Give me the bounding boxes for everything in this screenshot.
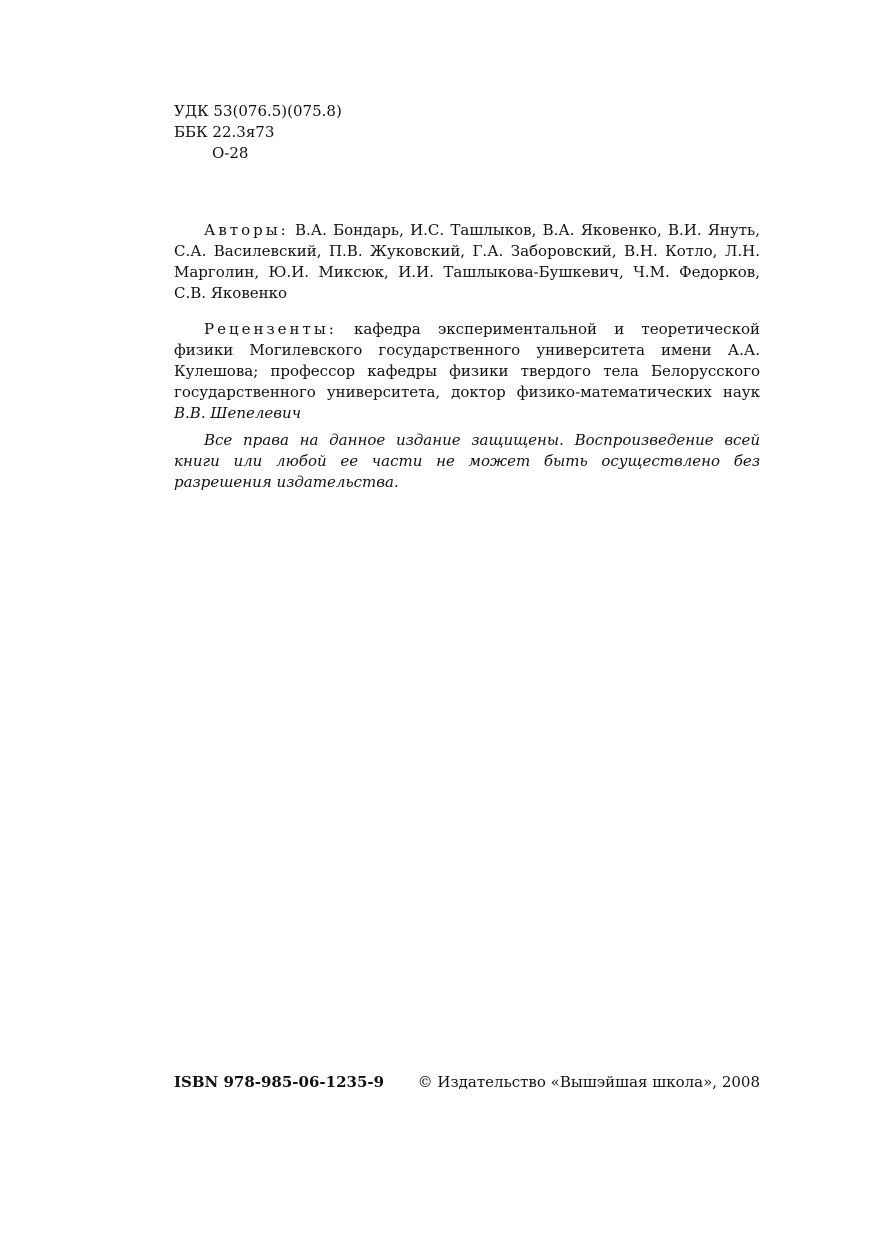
reviewer-name: В.В. Шепелевич [174, 404, 302, 422]
authors-label: Авторы: [204, 221, 289, 239]
rights-paragraph [174, 430, 760, 493]
publication-footer [174, 1072, 760, 1093]
authors-paragraph [174, 220, 760, 304]
copyright-notice: © Издательство «Вышэйшая школа», 2008 [417, 1073, 760, 1091]
reviewers-paragraph [174, 319, 760, 424]
reviewers-label: Рецензенты: [204, 320, 337, 338]
rights-text: Все права на данное издание защищены. Воспроизведение всей книги или любой ее части не может быть осуществлено без разрешения издательства. [174, 431, 760, 491]
bbk-code: ББК 22.3я73 [174, 123, 275, 141]
reviewers-text: кафедра экспериментальной и теоретической физики Могилевского государственного университета имени А.А. Кулешова; профессор кафедры физики твердого тела Белорусского государственного университета, доктор физико-математических наук [174, 320, 760, 401]
authors-list: В.А. Бондарь, И.С. Ташлыков, В.А. Яковенко, В.И. Януть, С.А. Василевский, П.В. Жуковский, Г.А. Заборовский, В.Н. Котло, Л.Н. Марголин, Ю.И. Миксюк, И.И. Ташлыкова-Бушкевич, Ч.М. Федорков, С.В. Яковенко [174, 221, 760, 302]
isbn: ISBN 978-985-06-1235-9 [174, 1073, 385, 1091]
udk-code: УДК 53(076.5)(075.8) [174, 102, 342, 120]
classification-block [174, 101, 342, 164]
author-mark-code: О-28 [212, 144, 249, 162]
